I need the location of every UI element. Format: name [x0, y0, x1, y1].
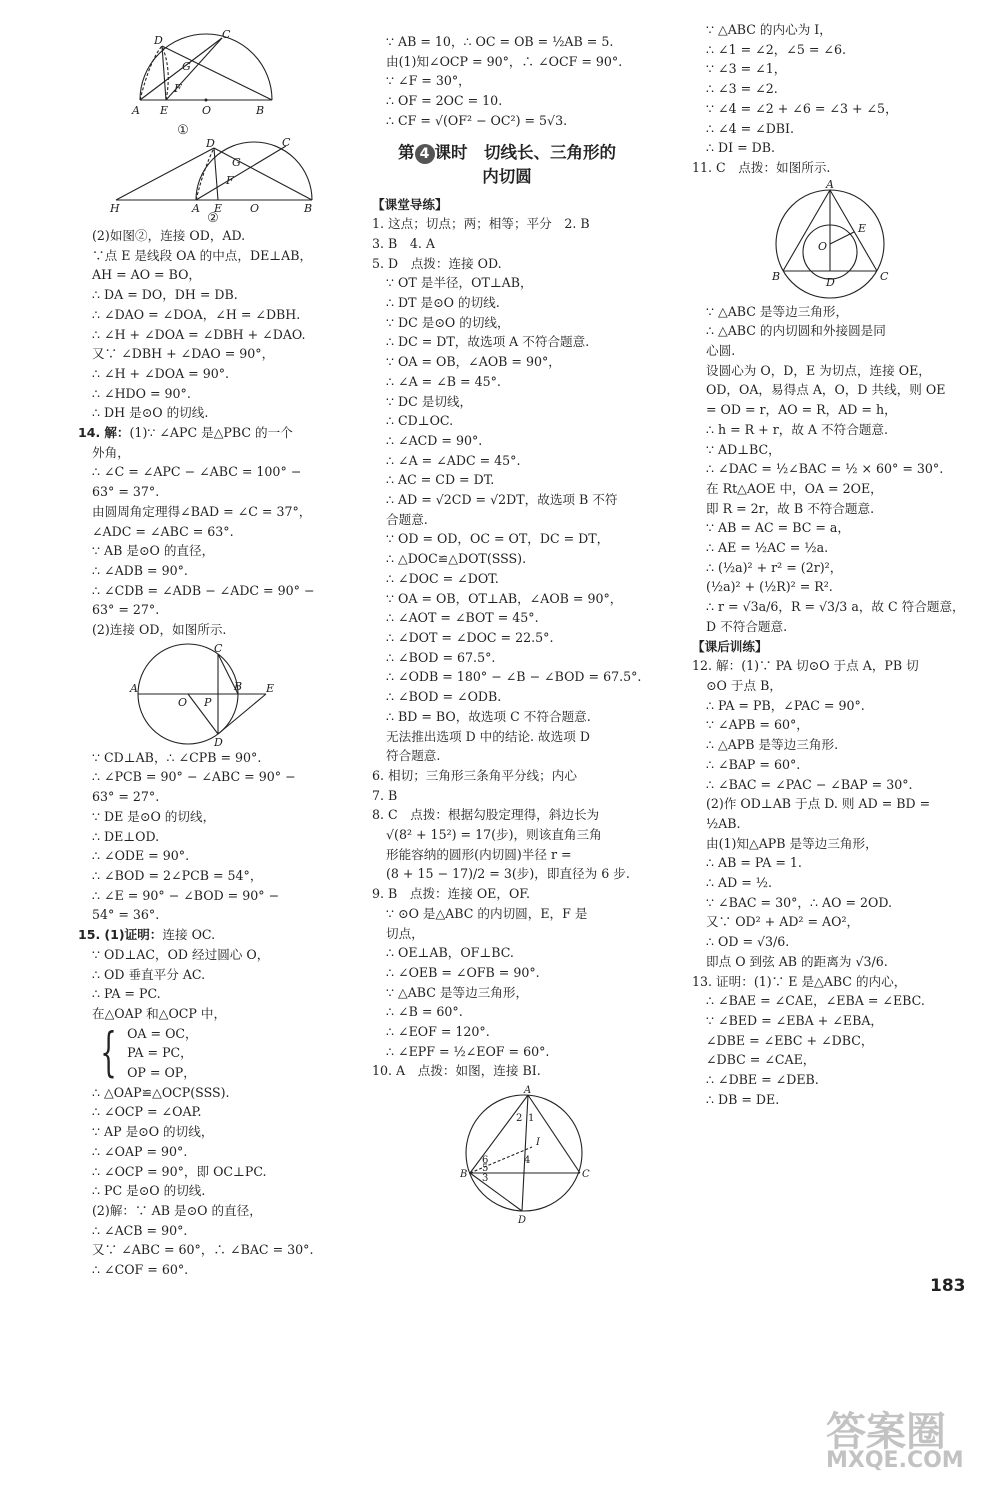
text-line: 由圆周角定理得∠BAD = ∠C = 37°， — [92, 503, 312, 519]
text-line: ∴ ∠C = ∠APC − ∠ABC = 100° − — [92, 464, 302, 480]
text-line: = OD = r，AO = R，AD = h， — [706, 402, 897, 418]
text-line: 又∵ ∠DBH + ∠DAO = 90°， — [92, 346, 275, 362]
text-line: ∠DBC = ∠CAE， — [706, 1052, 816, 1068]
question-14 — [78, 423, 328, 443]
text-line: 13. 证明：(1)∵ E 是△ABC 的内心， — [692, 973, 907, 989]
svg-text:2: 2 — [516, 1113, 523, 1125]
text-line: 即点 O 到弦 AB 的距离为 √3/6. — [706, 953, 888, 969]
column-right — [692, 20, 965, 1109]
text-line: OA = OC， — [127, 1025, 198, 1041]
text-line: (2)连接 OD，如图所示. — [92, 622, 227, 638]
text-line: ∴ PC 是⊙O 的切线. — [92, 1183, 206, 1199]
svg-text:B: B — [460, 1169, 468, 1181]
text-line: ∴ DA = DO，DH = DB. — [92, 287, 238, 303]
text-line: ∴ DE⊥OD. — [92, 828, 160, 844]
text-line: ∴ AB = PA = 1. — [706, 855, 802, 871]
text-line: 连接 OC. — [162, 927, 216, 943]
text-line: ∴ ∠OCP = 90°，即 OC⊥PC. — [92, 1163, 267, 1179]
svg-text:F: F — [226, 174, 234, 187]
text-line: 63° = 27°. — [92, 602, 160, 618]
text-line: ∴ AE = ½AC = ½a. — [706, 540, 829, 556]
text-line: 5. D 点拨：连接 OD. — [372, 255, 502, 271]
text-line: ∴ AC = CD = DT. — [386, 472, 495, 488]
text-line: ∴ ∠ACB = 90°. — [92, 1222, 188, 1238]
text-line: ∴ DT 是⊙O 的切线. — [386, 295, 500, 311]
figure-2-semicircle — [106, 136, 313, 215]
svg-text:1: 1 — [528, 1113, 535, 1125]
text-line: ∵ ∠APB = 60°， — [706, 717, 809, 733]
svg-text:B: B — [234, 679, 243, 693]
text-line: ∵ OD⊥AC，OD 经过圆心 O， — [92, 946, 270, 962]
text-line: ∴ ∠EOF = 120°. — [386, 1024, 490, 1040]
text-line: ∴ ∠BAC = ∠PAC − ∠BAP = 30°. — [706, 776, 913, 792]
text-line: (2)作 OD⊥AB 于点 D. 则 AD = BD = — [706, 796, 931, 812]
text-line: ∵ DE 是⊙O 的切线， — [92, 808, 216, 824]
svg-text:H: H — [110, 202, 120, 215]
text-line: ∴ △DOC≌△DOT(SSS). — [386, 551, 527, 567]
text-line: 9. B 点拨：连接 OE，OF. — [372, 886, 531, 902]
svg-text:4: 4 — [524, 1155, 531, 1167]
text-line: 切点， — [386, 925, 424, 941]
text-line: ∴ OE⊥AB，OF⊥BC. — [386, 945, 514, 961]
text-line: ∴ ∠A = ∠B = 45°. — [386, 373, 501, 389]
svg-text:3: 3 — [482, 1173, 489, 1185]
text-line: ∵ ∠F = 30°， — [386, 73, 471, 89]
text-line: ∵ OA = OB，OT⊥AB，∠AOB = 90°， — [386, 590, 623, 606]
text-line: (½a)² + (½R)² = R². — [706, 579, 833, 595]
svg-text:D: D — [826, 275, 835, 289]
lesson-prefix: 第 — [398, 142, 415, 162]
text-line: ∴ AD = √2CD = √2DT，故选项 B 不符 — [386, 492, 618, 508]
text-line: (2)如图②，连接 OD，AD. — [92, 228, 246, 243]
text-line: ∵ DC 是切线， — [386, 393, 473, 409]
svg-text:D: D — [206, 137, 215, 150]
svg-text:A: A — [524, 1085, 532, 1097]
text-line: ∵ OT 是半径，OT⊥AB， — [386, 275, 533, 291]
text-line: 1. 这点；切点；两；相等；平分 2. B — [372, 216, 590, 232]
text-line: 由(1)知∠OCP = 90°，∴ ∠OCF = 90°. — [386, 53, 623, 69]
text-line: ∴ ∠EPF = ½∠EOF = 60°. — [386, 1043, 550, 1059]
text-line: 63° = 27°. — [92, 789, 160, 805]
column-left — [78, 0, 328, 1280]
svg-text:E: E — [160, 104, 169, 117]
text-line: ∵ ∠BED = ∠EBA + ∠EBA， — [706, 1012, 884, 1028]
svg-text:D: D — [518, 1215, 527, 1227]
text-line: ½AB. — [706, 815, 741, 831]
watermark-logo: 答案圈 — [826, 1409, 946, 1455]
answer-tag: 解： — [104, 425, 130, 441]
text-line: 无法推出选项 D 中的结论. 故选项 D — [386, 728, 590, 744]
text-line: (1)∵ ∠APC 是△PBC 的一个 — [129, 425, 293, 441]
svg-text:E: E — [858, 221, 867, 235]
text-line: ∴ ∠E = 90° − ∠BOD = 90° − — [92, 887, 280, 903]
svg-text:C: C — [214, 641, 223, 655]
text-line: AH = AO = BO， — [92, 267, 202, 283]
text-line: ∴ ∠DAC = ½∠BAC = ½ × 60° = 30°. — [706, 461, 944, 477]
svg-text:5: 5 — [482, 1163, 489, 1175]
text-line: ∴ ∠BOD = ∠ODB. — [386, 689, 502, 705]
text-line: 合题意. — [386, 511, 428, 527]
text-line: 54° = 36°. — [92, 907, 160, 923]
section-heading: 【课后训练】 — [692, 638, 768, 654]
figure-circle-tangent — [130, 641, 290, 749]
text-line: 12. 解：(1)∵ PA 切⊙O 于点 A，PB 切 — [692, 658, 919, 674]
text-line: OP = OP， — [127, 1065, 196, 1081]
text-line: ∴ ∠3 = ∠2. — [706, 81, 778, 97]
text-line: ∴ DC = DT，故选项 A 不符合题意. — [386, 334, 590, 350]
text-line: ∴ ∠COF = 60°. — [92, 1262, 189, 1278]
text-line: ∴ ∠4 = ∠DBI. — [706, 120, 795, 136]
text-line: ∴ ∠DBE = ∠DEB. — [706, 1072, 819, 1088]
text-line: ∴ ∠ACD = 90°. — [386, 432, 483, 448]
figure-2-label: ② — [207, 211, 219, 226]
svg-text:C: C — [222, 28, 231, 41]
text-line: ∵ ∠BAC = 30°，∴ AO = 2OD. — [706, 894, 893, 910]
figure-1-label: ① — [177, 123, 189, 138]
svg-text:E: E — [266, 681, 275, 695]
text-line: ∴ ∠DOC = ∠DOT. — [386, 570, 499, 586]
text-line: ∵ △ABC 的内心为 I， — [706, 22, 832, 37]
svg-text:P: P — [204, 695, 212, 709]
text-line: ∴ ∠1 = ∠2，∠5 = ∠6. — [706, 41, 846, 57]
text-line: ∴ △APB 是等边三角形. — [706, 737, 839, 753]
svg-text:B: B — [304, 202, 313, 215]
text-line: ∴ PA = PC. — [92, 986, 161, 1002]
svg-text:A: A — [130, 681, 138, 695]
text-line: 8. C 点拨：根据勾股定理得，斜边长为 — [372, 807, 600, 823]
text-line: ∵ AD⊥BC， — [706, 441, 781, 457]
text-line: ∴ ∠HDO = 90°. — [92, 385, 191, 401]
text-line: ∴ CF = √(OF² − OC²) = 5√3. — [386, 112, 568, 128]
svg-text:6: 6 — [482, 1155, 489, 1167]
svg-text:G: G — [182, 60, 191, 73]
section-heading: 【课堂导练】 — [372, 196, 448, 212]
text-line: ∴ ∠B = 60°. — [386, 1004, 463, 1020]
text-line: ∴ ∠OAP = 90°. — [92, 1143, 188, 1159]
lesson-title-text: 课时 切线长、三角形的 — [434, 142, 616, 162]
column-middle — [372, 32, 642, 1227]
text-line: ∠DBE = ∠EBC + ∠DBC， — [706, 1032, 874, 1048]
text-line: ∴ (½a)² + r² = (2r)²， — [706, 559, 843, 575]
text-line: 63° = 37°. — [92, 484, 160, 500]
svg-text:A: A — [826, 177, 834, 191]
text-line: (2)解：∵ AB 是⊙O 的直径， — [92, 1202, 262, 1218]
text-line: ∴ ∠OEB = ∠OFB = 90°. — [386, 964, 540, 980]
text-line: ∠ADC = ∠ABC = 63°. — [92, 523, 234, 539]
text-line: 形能容纳的圆形(内切圆)半径 r = — [386, 846, 572, 862]
text-line: 外角， — [92, 444, 130, 460]
text-line: ∴ CD⊥OC. — [386, 413, 454, 429]
text-line: PA = PC， — [127, 1045, 193, 1061]
text-line: ∵ ⊙O 是△ABC 的内切圆，E，F 是 — [386, 905, 588, 921]
text-line: ∴ ∠ODE = 90°. — [92, 848, 190, 864]
lesson-title-line2: 内切圆 — [482, 166, 532, 186]
svg-text:B: B — [772, 269, 781, 283]
text-line: ∴ r = √3a/6，R = √3/3 a，故 C 符合题意， — [706, 599, 965, 615]
text-line: ∴ AD = ½. — [706, 875, 772, 891]
svg-text:D: D — [214, 735, 223, 749]
text-line: ∴ ∠DOT = ∠DOC = 22.5°. — [386, 629, 554, 645]
question-15 — [78, 925, 328, 945]
text-line: 3. B 4. A — [372, 235, 435, 251]
lesson-number-badge: 4 — [415, 144, 435, 164]
text-line: ∵ AB = AC = BC = a， — [706, 520, 850, 536]
svg-text:D: D — [154, 34, 163, 47]
svg-text:F: F — [174, 82, 182, 95]
text-line: ∵ OA = OB，∠AOB = 90°， — [386, 354, 561, 370]
text-line: 即 R = 2r，故 B 不符合题意. — [706, 500, 875, 516]
svg-text:O: O — [250, 202, 260, 215]
svg-text:C: C — [282, 136, 291, 149]
text-line: 在△OAP 和△OCP 中， — [92, 1005, 227, 1021]
text-line: ∵ ∠3 = ∠1， — [706, 61, 787, 77]
text-line: ∵ △ABC 是等边三角形， — [386, 984, 529, 1000]
text-line: ∵ △ABC 是等边三角形， — [706, 303, 849, 319]
svg-text:I: I — [536, 1137, 540, 1149]
lesson-title — [372, 141, 642, 189]
page-number: 183 — [930, 1276, 966, 1296]
text-line: 符合题意. — [386, 748, 441, 764]
text-line: ∵ DC 是⊙O 的切线， — [386, 314, 510, 330]
svg-text:E: E — [214, 202, 223, 215]
figure-1-semicircle — [130, 30, 280, 122]
text-line: OD，OA，易得点 A，O，D 共线，则 OE — [706, 382, 946, 398]
text-line: ∴ OD 垂直平分 AC. — [92, 966, 206, 982]
text-line: ∴ △ABC 的内切圆和外接圆是同 — [706, 323, 886, 339]
text-line: 在 Rt△AOE 中，OA = 2OE， — [706, 480, 883, 496]
text-line: ∴ △OAP≌△OCP(SSS). — [92, 1084, 230, 1100]
text-line: ∴ ∠H + ∠DOA = ∠DBH + ∠DAO. — [92, 326, 306, 342]
text-line: D 不符合题意. — [706, 618, 788, 634]
svg-text:C: C — [582, 1169, 590, 1181]
text-line: ⊙O 于点 B， — [706, 677, 782, 693]
text-line: 6. 相切；三角形三条角平分线；内心 — [372, 767, 577, 783]
brace-glyph: { — [100, 1023, 117, 1084]
text-line: 由(1)知△APB 是等边三角形， — [706, 835, 878, 851]
text-line: ∴ ∠BOD = 67.5°. — [386, 649, 496, 665]
svg-text:O: O — [178, 695, 188, 709]
figure-incenter — [452, 1085, 592, 1225]
text-line: ∵ AP 是⊙O 的切线， — [92, 1124, 214, 1140]
text-line: ∴ h = R + r，故 A 不符合题意. — [706, 421, 889, 437]
text-line: 设圆心为 O，D，E 为切点，连接 OE， — [706, 362, 931, 378]
text-line: 又∵ OD² + AD² = AO²， — [706, 914, 860, 930]
svg-text:O: O — [818, 239, 828, 253]
answer-tag: (1)证明： — [104, 927, 163, 943]
text-line: ∴ ∠CDB = ∠ADB − ∠ADC = 90° − — [92, 582, 315, 598]
text-line: ∵ ∠4 = ∠2 + ∠6 = ∠3 + ∠5， — [706, 100, 898, 116]
svg-text:A: A — [132, 104, 140, 117]
text-line: ∴ ∠BAP = 60°. — [706, 756, 801, 772]
svg-text:C: C — [880, 269, 889, 283]
text-line: ∴ ∠AOT = ∠BOT = 45°. — [386, 610, 539, 626]
text-line: ∴ DI = DB. — [706, 140, 776, 156]
text-line: ∵点 E 是线段 OA 的中点，DE⊥AB， — [92, 247, 313, 263]
text-line: ∴ DH 是⊙O 的切线. — [92, 405, 209, 421]
text-line: (8 + 15 − 17)/2 = 3(步)，即直径为 6 步. — [386, 866, 630, 882]
text-line: ∵ OD = OD，OC = OT，DC = DT， — [386, 531, 610, 547]
text-line: ∵ AB 是⊙O 的直径， — [92, 543, 215, 559]
figure-inscribed-circumscribed — [768, 177, 898, 300]
text-line: ∴ PA = PB，∠PAC = 90°. — [706, 697, 865, 713]
text-line: ∴ DB = DE. — [706, 1091, 780, 1107]
text-line: ∴ ∠OCP = ∠OAP. — [92, 1104, 202, 1120]
svg-text:B: B — [256, 104, 265, 117]
text-line: ∴ ∠H + ∠DOA = 90°. — [92, 365, 230, 381]
text-line: 7. B — [372, 787, 398, 803]
text-line: 又∵ ∠ABC = 60°，∴ ∠BAC = 30°. — [92, 1242, 314, 1258]
text-line: ∴ ∠BAE = ∠CAE，∠EBA = ∠EBC. — [706, 993, 925, 1009]
svg-text:G: G — [232, 156, 241, 169]
svg-text:A: A — [192, 202, 200, 215]
text-line: ∴ BD = BO，故选项 C 不符合题意. — [386, 708, 591, 724]
question-number: 14. — [78, 425, 101, 441]
text-line: ∴ ∠A = ∠ADC = 45°. — [386, 452, 521, 468]
text-line: ∴ ∠DAO = ∠DOA，∠H = ∠DBH. — [92, 306, 301, 322]
text-line: ∵ CD⊥AB，∴ ∠CPB = 90°. — [92, 749, 262, 765]
watermark-url: MXQE.COM — [826, 1448, 964, 1473]
question-number: 15. — [78, 927, 101, 943]
text-line: 心圆. — [706, 343, 736, 359]
text-line: ∴ ∠PCB = 90° − ∠ABC = 90° − — [92, 769, 296, 785]
text-line: √(8² + 15²) = 17(步)，则该直角三角 — [386, 827, 602, 843]
text-line: 11. C 点拨：如图所示. — [692, 159, 831, 175]
text-line: ∵ AB = 10，∴ OC = OB = ½AB = 5. — [386, 34, 614, 49]
text-line: ∴ ∠ADB = 90°. — [92, 562, 188, 578]
text-line: 10. A 点拨：如图，连接 BI. — [372, 1063, 541, 1079]
text-line: ∴ ∠ODB = 180° − ∠B − ∠BOD = 67.5°. — [386, 669, 642, 685]
text-line: ∴ OD = √3/6. — [706, 934, 790, 950]
svg-text:O: O — [202, 104, 212, 117]
text-line: ∴ ∠BOD = 2∠PCB = 54°， — [92, 867, 263, 883]
brace-system — [78, 1024, 328, 1083]
text-line: ∴ OF = 2OC = 10. — [386, 93, 503, 109]
